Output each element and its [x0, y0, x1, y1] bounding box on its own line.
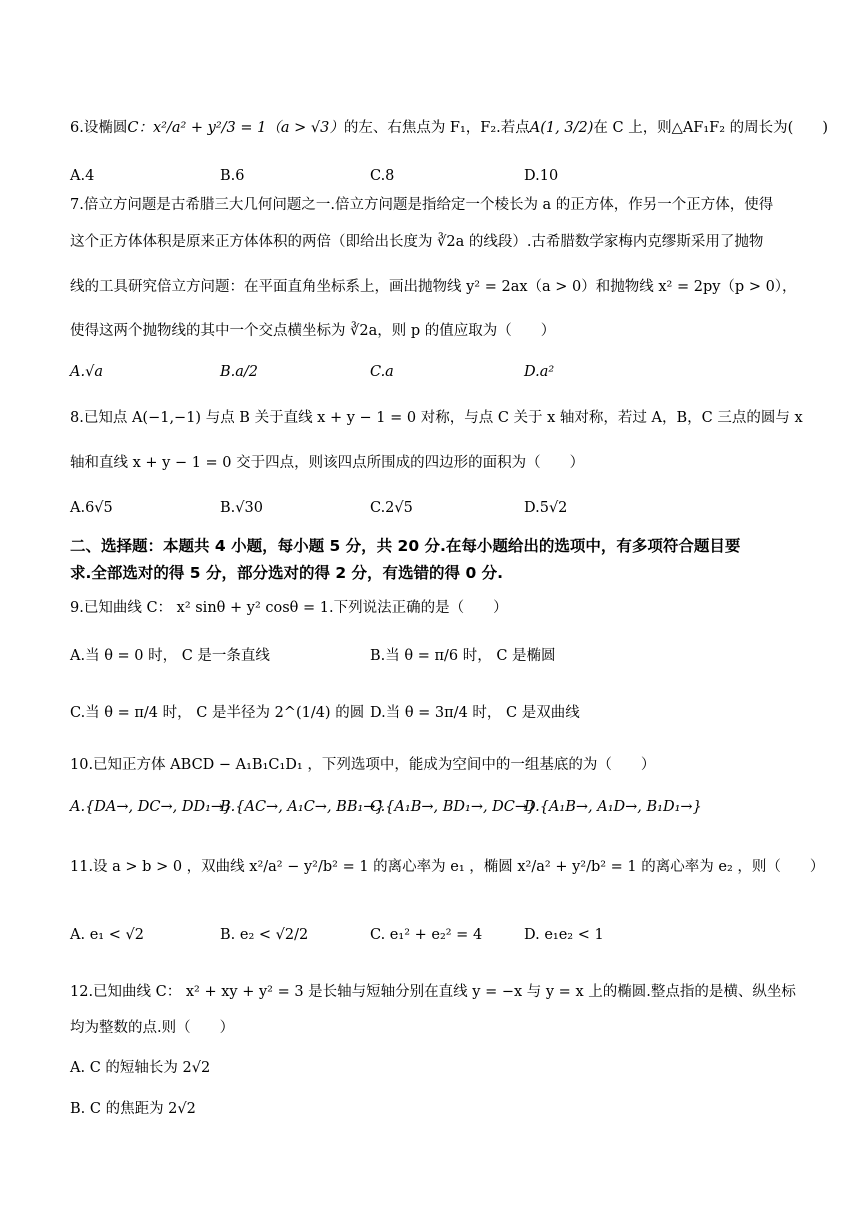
q7-option-c[interactable]: C.a	[370, 364, 394, 380]
q9-option-c[interactable]: C.当 θ = π/4 时， C 是半径为 2^(1/4) 的圆	[70, 705, 365, 721]
q6-ellipse-expr: C：x²/a² + y²/3 = 1（a > √3）	[127, 120, 344, 136]
question-7-options	[70, 364, 810, 388]
section-2-header-line-2: 求.全部选对的得 5 分，部分选对的得 2 分，有选错的得 0 分.	[70, 564, 504, 582]
q8-option-d[interactable]: D.5√2	[524, 500, 568, 516]
q7-line-2: 这个正方体体积是原来正方体体积的两倍（即给出长度为 ∛2a 的线段）.古希腊数学家梅内克缪斯采用了抛物	[70, 234, 764, 250]
question-9-options-row-1	[70, 644, 810, 668]
q7-line-1: 7.倍立方问题是古希腊三大几何问题之一.倍立方问题是指给定一个棱长为 a 的正方体，作另一个正方体，使得	[70, 197, 774, 213]
q9-stem: 9.已知曲线 C： x² sinθ + y² cosθ = 1.下列说法正确的是（ ）	[70, 600, 508, 616]
question-9-options-row-2	[70, 701, 810, 725]
q10-option-d[interactable]: D.{A₁B→, A₁D→, B₁D₁→}	[524, 799, 702, 815]
question-11-options	[70, 927, 810, 951]
q6-point: A(1, 3/2)	[529, 120, 594, 136]
q7-option-d[interactable]: D.a²	[524, 364, 555, 380]
q6-option-d[interactable]: D.10	[524, 168, 559, 184]
q6-prefix: 6.设椭圆	[70, 120, 128, 136]
q10-option-a[interactable]: A.{DA→, DC→, DD₁→}	[70, 799, 233, 815]
q7-option-a[interactable]: A.√a	[70, 364, 103, 380]
question-6-stem	[70, 118, 828, 138]
q7-option-b[interactable]: B.a/2	[220, 364, 259, 380]
q8-option-a[interactable]: A.6√5	[70, 500, 113, 516]
q12-line-2: 均为整数的点.则（ ）	[70, 1020, 235, 1036]
question-6-options	[70, 168, 810, 192]
q8-option-b[interactable]: B.√30	[220, 500, 263, 516]
q12-option-a[interactable]: A. C 的短轴长为 2√2	[70, 1060, 211, 1076]
q7-line-4: 使得这两个抛物线的其中一个交点横坐标为 ∛2a，则 p 的值应取为（ ）	[70, 323, 556, 339]
q11-option-c[interactable]: C. e₁² + e₂² = 4	[370, 927, 483, 943]
q6-mid: 的左、右焦点为 F₁，F₂.若点	[343, 120, 530, 136]
q11-stem: 11.设 a > b > 0 ，双曲线 x²/a² − y²/b² = 1 的离心率为 e₁ ，椭圆 x²/a² + y²/b² = 1 的离心率为 e₂ ，则（ ）	[70, 859, 825, 875]
q10-stem: 10.已知正方体 ABCD − A₁B₁C₁D₁ ，下列选项中，能成为空间中的一组基底的为（ ）	[70, 757, 656, 773]
q8-line-2: 轴和直线 x + y − 1 = 0 交于四点，则该四点所围成的四边形的面积为（ ）	[70, 455, 585, 471]
q8-option-c[interactable]: C.2√5	[370, 500, 413, 516]
q8-line-1: 8.已知点 A(−1,−1) 与点 B 关于直线 x + y − 1 = 0 对称，与点 C 关于 x 轴对称，若过 A，B，C 三点的圆与 x	[70, 410, 803, 426]
q6-option-c[interactable]: C.8	[370, 168, 395, 184]
q9-option-a[interactable]: A.当 θ = 0 时， C 是一条直线	[70, 648, 270, 664]
question-8-options	[70, 500, 810, 524]
q6-option-a[interactable]: A.4	[70, 168, 95, 184]
q10-option-c[interactable]: C.{A₁B→, BD₁→, DC→}	[370, 799, 537, 815]
q11-option-a[interactable]: A. e₁ < √2	[70, 927, 144, 943]
q11-option-b[interactable]: B. e₂ < √2/2	[220, 927, 309, 943]
q9-option-d[interactable]: D.当 θ = 3π/4 时， C 是双曲线	[370, 705, 580, 721]
question-10-options	[70, 799, 810, 823]
q9-option-b[interactable]: B.当 θ = π/6 时， C 是椭圆	[370, 648, 556, 664]
q12-line-1: 12.已知曲线 C： x² + xy + y² = 3 是长轴与短轴分别在直线 y = −x 与 y = x 上的椭圆.整点指的是横、纵坐标	[70, 984, 796, 1000]
q12-option-b[interactable]: B. C 的焦距为 2√2	[70, 1101, 196, 1117]
q6-option-b[interactable]: B.6	[220, 168, 245, 184]
section-2-header-line-1: 二、选择题：本题共 4 小题，每小题 5 分，共 20 分.在每小题给出的选项中，有多项符合题目要	[70, 537, 741, 555]
q11-option-d[interactable]: D. e₁e₂ < 1	[524, 927, 604, 943]
q6-suffix: 在 C 上，则△AF₁F₂ 的周长为( )	[593, 120, 828, 136]
q10-option-b[interactable]: B.{AC→, A₁C→, BB₁→}	[220, 799, 385, 815]
q7-line-3: 线的工具研究倍立方问题：在平面直角坐标系上，画出抛物线 y² = 2ax（a > 0）和抛物线 x² = 2py（p > 0），	[70, 279, 797, 295]
